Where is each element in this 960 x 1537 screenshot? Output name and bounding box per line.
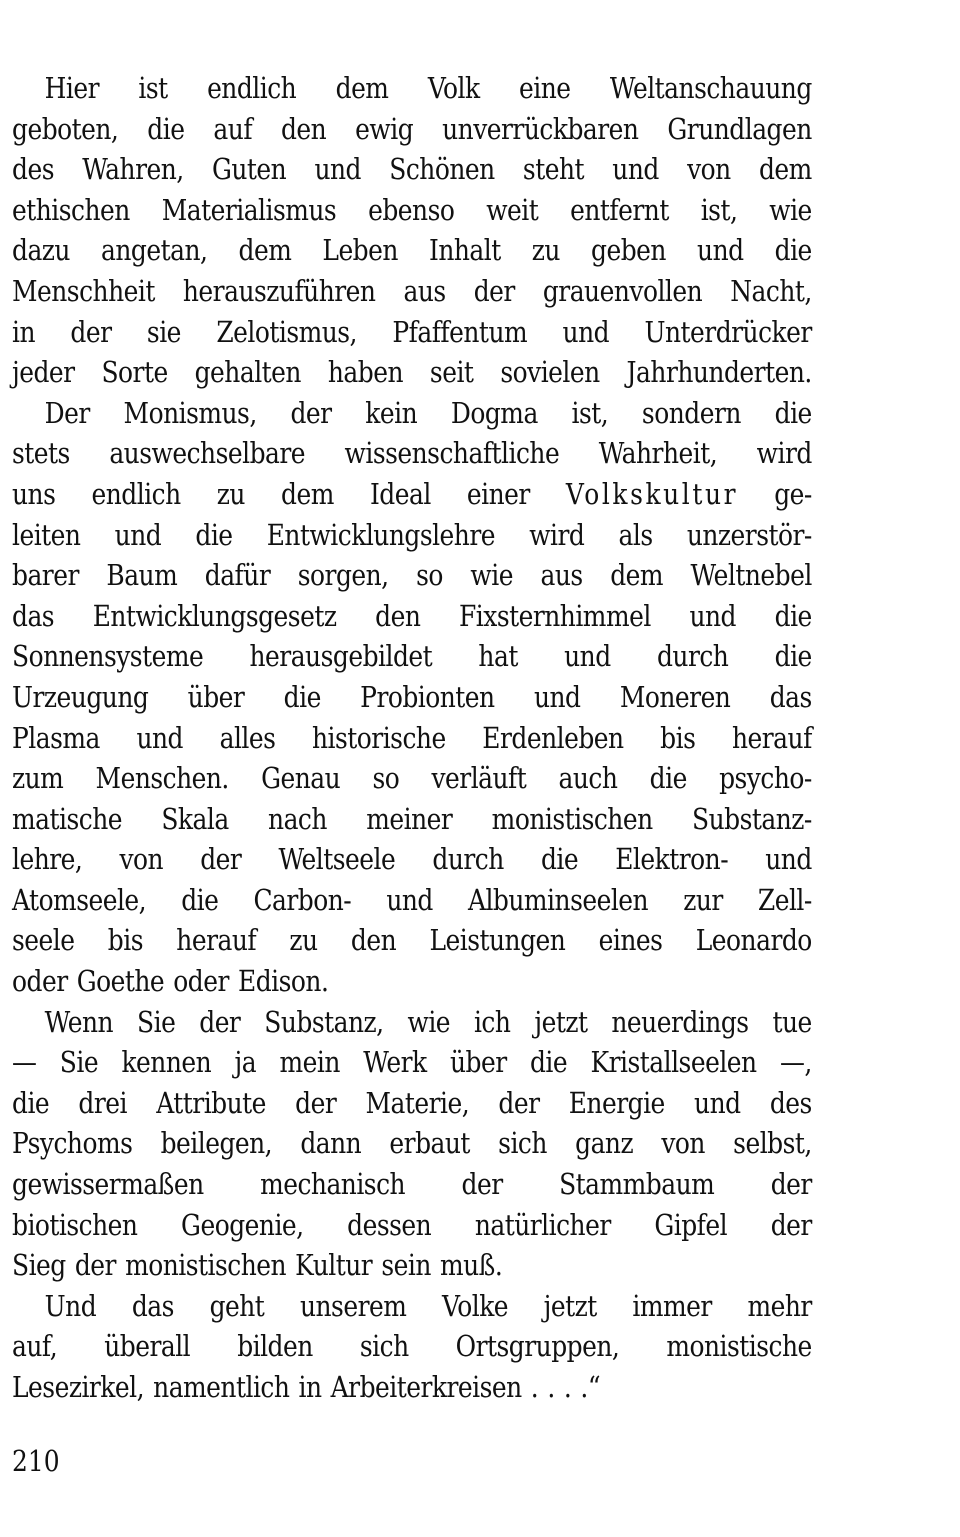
text-line: des Wahren, Guten und Schönen steht und von dem xyxy=(12,152,812,187)
text-line: Wenn Sie der Substanz, wie ich jetzt neuerdings tue xyxy=(44,1004,812,1039)
text-line: dazu angetan, dem Leben Inhalt zu geben und die xyxy=(12,233,812,268)
text-line: zum Menschen. Genau so verläuft auch die psycho- xyxy=(12,761,812,796)
text-line: biotischen Geogenie, dessen natürlicher Gipfel der xyxy=(12,1207,812,1242)
text-line: geboten, die auf den ewig unverrückbaren Grundlagen xyxy=(12,111,812,146)
text-line: Urzeugung über die Probionten und Moneren das xyxy=(12,679,812,714)
text-line: matische Skala nach meiner monistischen Substanz- xyxy=(12,801,812,836)
text-line: leiten und die Entwicklungslehre wird als unzerstör- xyxy=(12,517,812,552)
text-line: barer Baum dafür sorgen, so wie aus dem Weltnebel xyxy=(12,558,812,593)
text-segment: ge- xyxy=(738,476,812,511)
text-line: stets auswechselbare wissenschaftliche Wahrheit, wird xyxy=(12,436,812,471)
text-line: Hier ist endlich dem Volk eine Weltanschauung xyxy=(44,71,812,105)
text-line: das Entwicklungsgesetz den Fixsternhimmel und die xyxy=(12,598,812,633)
text-line: Psychoms beilegen, dann erbaut sich ganz von selbst, xyxy=(12,1126,812,1161)
text-line: Atomseele, die Carbon- und Albuminseelen zur Zell- xyxy=(12,882,812,917)
paragraph-1 xyxy=(12,68,812,393)
paragraph-4 xyxy=(12,1286,812,1408)
paragraph-2 xyxy=(12,393,812,1002)
text-line: auf, überall bilden sich Ortsgruppen, monistische xyxy=(12,1329,812,1364)
text-line: die drei Attribute der Materie, der Energie und des xyxy=(12,1085,812,1120)
text-line: in der sie Zelotismus, Pfaffentum und Unterdrücker xyxy=(12,314,812,349)
page-number: 210 xyxy=(12,1444,60,1478)
text-line: Lesezirkel, namentlich in Arbeiterkreisen . . . .“ xyxy=(12,1370,601,1404)
text-line: lehre, von der Weltseele durch die Elektron- und xyxy=(12,842,812,877)
text-line: Der Monismus, der kein Dogma ist, sondern die xyxy=(44,395,812,430)
text-line: seele bis herauf zu den Leistungen eines Leonardo xyxy=(12,923,812,958)
text-line: gewissermaßen mechanisch der Stammbaum der xyxy=(12,1167,812,1202)
text-line: jeder Sorte gehalten haben seit sovielen Jahrhunderten. xyxy=(12,355,812,390)
text-line: Sonnensysteme herausgebildet hat und durch die xyxy=(12,639,812,674)
spaced-emphasis-word: Volkskultur xyxy=(565,476,739,511)
page-body xyxy=(12,68,812,1408)
text-line: Menschheit herauszuführen aus der grauenvollen Nacht, xyxy=(12,273,812,308)
text-segment: uns endlich zu dem Ideal einer xyxy=(12,476,566,511)
text-line-with-emphasis xyxy=(12,474,812,515)
text-line: ethischen Materialismus ebenso weit entfernt ist, wie xyxy=(12,192,812,227)
text-line: Plasma und alles historische Erdenleben bis herauf xyxy=(12,720,812,755)
text-line: Und das geht unserem Volke jetzt immer mehr xyxy=(44,1288,812,1323)
paragraph-3 xyxy=(12,1002,812,1286)
text-line: oder Goethe oder Edison. xyxy=(12,964,329,999)
text-line: Sieg der monistischen Kultur sein muß. xyxy=(12,1248,503,1283)
text-line: — Sie kennen ja mein Werk über die Kristallseelen —, xyxy=(12,1045,812,1080)
